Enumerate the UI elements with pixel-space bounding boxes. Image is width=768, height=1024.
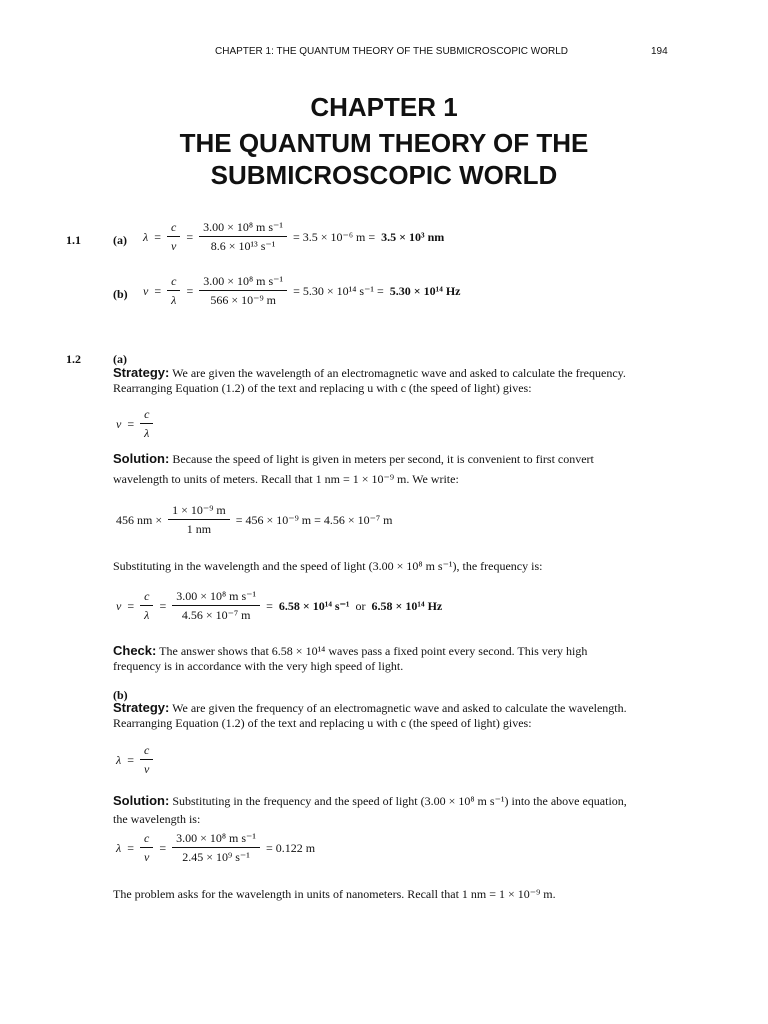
frac-denominator: ν: [143, 850, 150, 864]
rearranging-text-b: Rearranging Equation (1.2) of the text and replacing u with c (the speed of light) gives:: [113, 716, 532, 730]
equation-1-1-a: λ = $\frac{c}{\nu}$ = $\frac{\text{3.00 × 10⁸ m s⁻¹}}{\text{8.6 × 10¹³ s⁻¹}}$ = 3.5 × 10⁻⁶ m = 3.5 × 10³ nm: [143, 220, 445, 253]
solution-text: Because the speed of light is given in meters per second, it is convenient to first convert: [172, 452, 594, 466]
frac-denominator: 8.6 × 10¹³ s⁻¹: [210, 239, 276, 253]
frac-denominator: λ: [171, 293, 177, 307]
part-b-label: (b): [113, 287, 128, 301]
frac-numerator: c: [140, 589, 153, 606]
solution-label: Solution:: [113, 793, 170, 808]
chapter-title-line-1: THE QUANTUM THEORY OF THE: [179, 128, 589, 158]
equation-1-1-b: ν = $\frac{c}{\lambda}$ = $\frac{\text{3.00 × 10⁸ m s⁻¹}}{\text{566 × 10⁻⁹ m}}$ = 5.30 × 10¹⁴ s⁻¹ = 5.30 × 10¹⁴ Hz: [143, 274, 461, 307]
solution-a-line-2: wavelength to units of meters. Recall that 1 nm = 1 × 10⁻⁹ m. We write:: [113, 472, 459, 486]
conversion-rhs: = 456 × 10⁻⁹ m = 4.56 × 10⁻⁷ m: [235, 512, 393, 527]
strategy-label: Strategy:: [113, 700, 170, 715]
frac-numerator: c: [140, 831, 153, 848]
equation-frequency: ν = $\frac{c}{\lambda}$ = $\frac{\text{3.00 × 10⁸ m s⁻¹}}{\text{4.56 × 10⁻⁷ m}}$ = 6.58 × 10¹⁴ s⁻¹ or 6.58 × 10¹⁴ Hz: [116, 589, 443, 622]
solution-text: Substituting in the frequency and the speed of light (3.00 × 10⁸ m s⁻¹) into the above equation,: [172, 794, 627, 808]
lhs-symbol: ν: [116, 598, 122, 613]
frac-numerator: c: [167, 274, 180, 291]
frac-denominator: ν: [143, 762, 150, 776]
check-label: Check:: [113, 643, 157, 658]
check-text: The answer shows that 6.58 × 10¹⁴ waves pass a fixed point every second. This very high: [159, 644, 588, 658]
lhs-symbol: λ: [116, 752, 122, 767]
equation-wavelength: λ = $\frac{c}{\nu}$ = $\frac{\text{3.00 × 10⁸ m s⁻¹}}{\text{2.45 × 10⁹ s⁻¹}}$ = 0.122 m: [116, 831, 316, 864]
problem-number-1-2: 1.2: [66, 352, 81, 366]
problem-number-1-1: 1.1: [66, 233, 81, 247]
or-text: or: [355, 598, 366, 613]
lhs-symbol: λ: [116, 840, 122, 855]
frac-denominator: λ: [144, 426, 150, 440]
strategy-label: Strategy:: [113, 365, 170, 380]
frac-denominator: ν: [170, 239, 177, 253]
frac-numerator: 1 × 10⁻⁹ m: [168, 503, 230, 520]
lhs-symbol: ν: [143, 283, 149, 298]
part-a-label: (a): [113, 233, 127, 247]
frac-denominator: 4.56 × 10⁻⁷ m: [181, 608, 251, 622]
lhs-symbol: λ: [143, 229, 149, 244]
frac-numerator: 3.00 × 10⁸ m s⁻¹: [199, 220, 287, 237]
frac-numerator: c: [167, 220, 180, 237]
answer-value-hz: 6.58 × 10¹⁴ Hz: [371, 598, 443, 613]
answer-value: 5.30 × 10¹⁴ Hz: [389, 283, 461, 298]
part-a-label: (a): [113, 352, 127, 366]
strategy-text: We are given the wavelength of an electromagnetic wave and asked to calculate the frequency.: [172, 366, 626, 380]
intermediate-value: = 5.30 × 10¹⁴ s⁻¹ =: [293, 283, 384, 298]
page-number: 194: [651, 46, 668, 57]
check-line-2: frequency is in accordance with the very high speed of light.: [113, 659, 404, 673]
equation-lambda-c-over-nu: λ = $\frac{c}{\nu}$: [116, 743, 153, 777]
equation-nu-c-over-lambda: ν = $\frac{c}{\lambda}$: [116, 407, 153, 441]
chapter-number: CHAPTER 1: [310, 92, 458, 122]
strategy-text: We are given the frequency of an electromagnetic wave and asked to calculate the wavelength.: [172, 701, 627, 715]
running-header: CHAPTER 1: THE QUANTUM THEORY OF THE SUBMICROSCOPIC WORLD: [215, 46, 569, 57]
check-paragraph: [113, 643, 587, 659]
rearranging-text: Rearranging Equation (1.2) of the text and replacing u with c (the speed of light) gives:: [113, 381, 532, 395]
solution-b-line-2: the wavelength is:: [113, 812, 201, 826]
chapter-title-line-2: SUBMICROSCOPIC WORLD: [210, 160, 558, 190]
equation-unit-conversion: [116, 503, 393, 537]
strategy-a-paragraph: [113, 365, 626, 381]
frac-denominator: 566 × 10⁻⁹ m: [210, 293, 276, 307]
frac-numerator: 3.00 × 10⁸ m s⁻¹: [172, 831, 260, 848]
solution-b-paragraph: [113, 793, 627, 809]
intermediate-value: = 3.5 × 10⁻⁶ m =: [292, 229, 376, 244]
lhs-symbol: ν: [116, 416, 122, 431]
frac-numerator: c: [140, 407, 153, 424]
frac-numerator: 3.00 × 10⁸ m s⁻¹: [199, 274, 287, 291]
frac-numerator: c: [140, 743, 153, 760]
solution-a-paragraph: [113, 451, 594, 467]
conversion-lhs: 456 nm ×: [116, 512, 163, 527]
answer-value: = 0.122 m: [265, 840, 316, 855]
frac-denominator: λ: [144, 608, 150, 622]
frac-denominator: 1 nm: [186, 522, 212, 536]
frac-numerator: 3.00 × 10⁸ m s⁻¹: [172, 589, 260, 606]
answer-value: 3.5 × 10³ nm: [381, 229, 445, 244]
answer-value: 6.58 × 10¹⁴ s⁻¹: [278, 598, 350, 613]
strategy-b-paragraph: [113, 700, 627, 716]
solution-label: Solution:: [113, 451, 170, 466]
substituting-a-text: Substituting in the wavelength and the speed of light (3.00 × 10⁸ m s⁻¹), the frequency is:: [113, 559, 543, 573]
final-text: The problem asks for the wavelength in units of nanometers. Recall that 1 nm = 1 × 10⁻⁹ m.: [113, 887, 556, 901]
part-b-label: (b): [113, 688, 128, 702]
frac-denominator: 2.45 × 10⁹ s⁻¹: [182, 850, 250, 864]
